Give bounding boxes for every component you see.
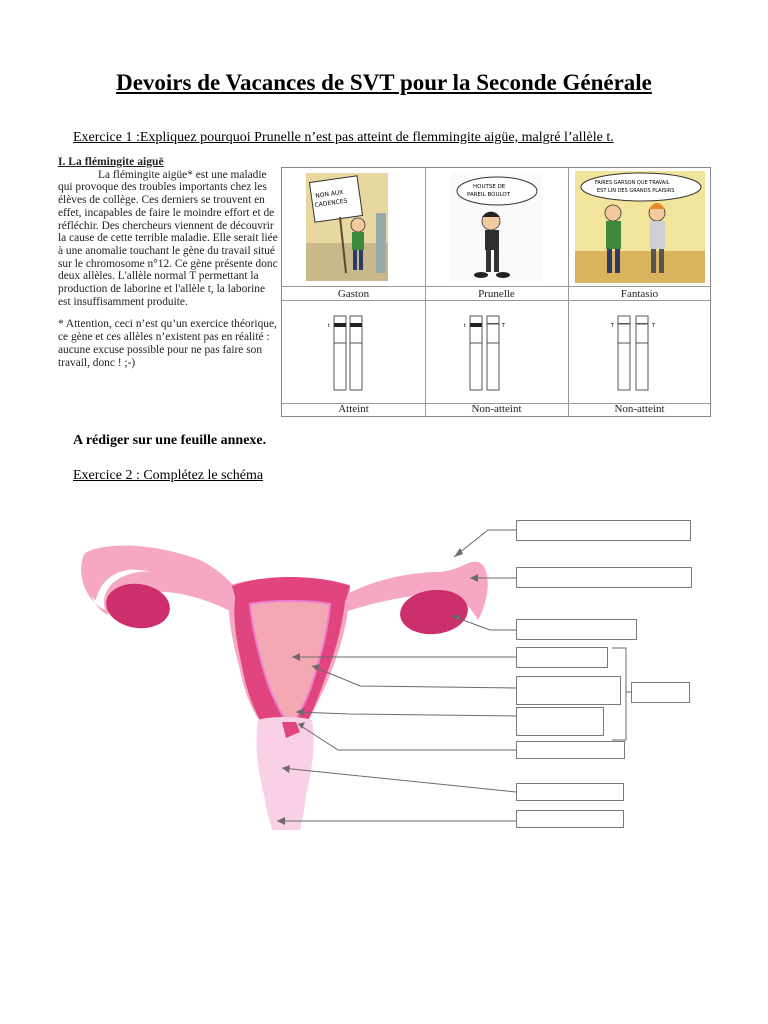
fantasio-label: Fantasio (620, 288, 659, 300)
label-box-cervix-top[interactable] (516, 741, 625, 759)
gaston-status: Atteint (338, 403, 369, 415)
label-box-uterus-group[interactable] (631, 682, 690, 703)
svg-text:CADENCES: CADENCES (314, 197, 348, 209)
exercise-2-heading: Exercice 2 : Complétez le schéma (73, 468, 264, 483)
fantasio-status: Non-atteint (614, 403, 665, 415)
gaston-comic-image (306, 173, 388, 281)
fantasio-allele-right: T (652, 323, 656, 329)
prunelle-status: Non-atteint (471, 403, 522, 415)
prunelle-bubble-text: HOUTSE DE (473, 184, 506, 190)
label-box-endometrium[interactable] (516, 676, 621, 705)
svg-text:EST LIN DES GRANDS PLAISIRS: EST LIN DES GRANDS PLAISIRS (597, 188, 675, 194)
flemingite-note: * Attention, ceci n’est qu’un exercice théorique, ce gène et ces allèles n’existent pas en réalité : aucune excuse possible pour ne pas faire son travail, donc ! ;-) (58, 318, 277, 369)
prunelle-allele-left: t (464, 323, 466, 329)
exercise-1-heading: Exercice 1 :Expliquez pourquoi Prunelle n’est pas atteint de flemmingite aigüe, malgré l’allèle t. (73, 130, 614, 145)
fantasio-comic-image (575, 171, 705, 283)
gaston-label: Gaston (337, 288, 370, 300)
annex-instruction: A rédiger sur une feuille annexe. (73, 433, 267, 448)
fantasio-bubble-text: FAIRES GARSON QUE TRAVAIL (595, 180, 670, 186)
gaston-sign-text: NON AUX (314, 188, 344, 200)
label-box-myometrium[interactable] (516, 707, 604, 736)
gaston-chromosome-pair (328, 316, 362, 390)
chromosome-diagrams (282, 301, 712, 403)
svg-text:PAREIL BOULOT: PAREIL BOULOT (467, 192, 511, 198)
fantasio-chromosome-pair (610, 316, 656, 390)
page-title: Devoirs de Vacances de SVT pour la Seconde Générale (116, 70, 652, 95)
prunelle-comic-image (451, 173, 543, 281)
label-box-cervix[interactable] (516, 783, 624, 801)
comic-table (281, 167, 711, 417)
label-box-fallopian-tube[interactable] (516, 567, 692, 588)
label-box-uterine-cavity[interactable] (516, 647, 608, 668)
fantasio-allele-left: T (611, 323, 615, 329)
section-title: I. La flémingite aiguë (58, 155, 164, 168)
label-box-fimbriae[interactable] (516, 520, 691, 541)
label-box-ovary[interactable] (516, 619, 637, 640)
prunelle-chromosome-pair (464, 316, 506, 390)
uterus-diagram (0, 500, 768, 840)
flemingite-paragraph: La flémingite aigüe* est une maladie qui provoque des troubles importants chez les élèves de collège. Ces derniers se trouvent en effet, incapables de faire le moindre effort et de réfléchir. Des chercheurs viennent de découvrir la cause de cette terrible maladie. Elle serait liée à une anomalie touchant le gène du travail situé sur le chromosome n°12. Ce gène présente donc deux allèles. L'allèle normal T permettant la production de laborine et l'allèle t, la laborine est insuffisamment produite. (58, 168, 278, 308)
flemingite-text-block (58, 156, 280, 416)
prunelle-allele-right: T (502, 323, 506, 329)
prunelle-label: Prunelle (478, 288, 515, 300)
label-box-vagina[interactable] (516, 810, 624, 828)
gaston-allele-left: t (328, 323, 330, 329)
